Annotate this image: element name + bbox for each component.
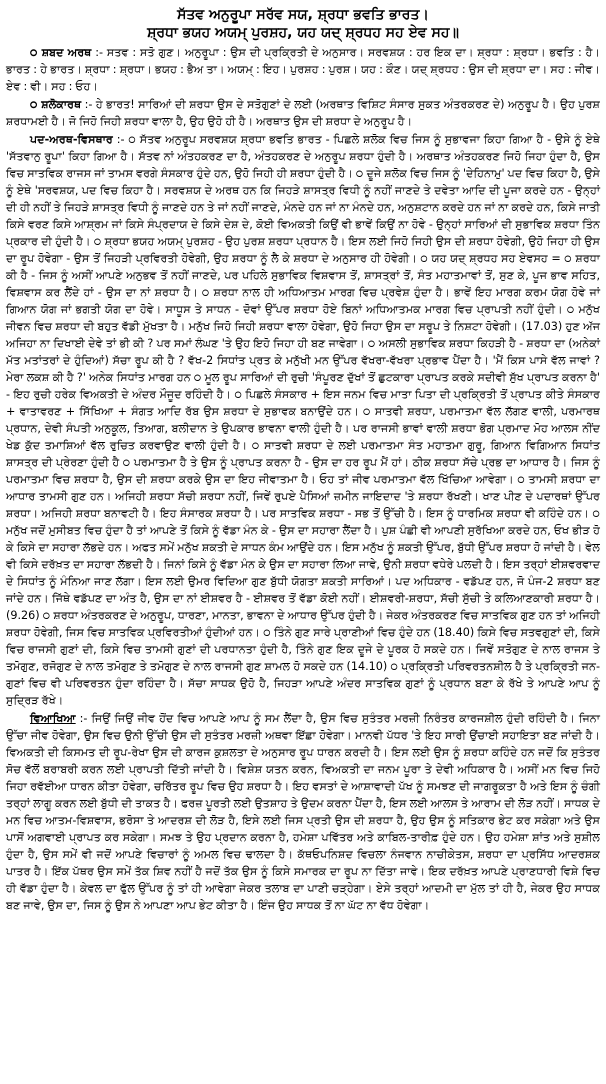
detailed-meaning-text: :- ੦ ਸੱਤਵ ਅਨੁਰੂਪ ਸਰਵਸ਼ਯ ਸ਼੍ਰਧਾ ਭਵਤਿ ਭਾਰਤ - ਪਿਛਲੇ ਸ਼ਲੋਕ ਵਿਚ ਜਿਸ ਨੂੰ ਸੁਭਾਵਜਾ ਕਿਹਾ ਗਿਆ ਹੈ - ਉਸੇ ਨੂੰ ਏਥੇ 'ਸੱਤਵਾਨੁ ਰੂਪਾ' ਕਿਹਾ ਗਿਆ ਹੈ। ਸੱਤਵ ਨਾਂ ਅੰਤਹਕਰਣ ਦਾ ਹੈ, ਅੰਤਹਕਰਣ ਦੇ ਅਨੁਰੂਪ ਸ਼ਰਧਾ ਹੁੰਦੀ ਹੈ। ਅਰਥਾਤ ਅੰਤਹਕਰਣ ਜਿਹੋ ਜਿਹਾ ਹੁੰਦਾ ਹੈ, ਉਸ ਵਿਚ ਸਾਤਵਿਕ ਰਾਜਸ ਜਾਂ ਤਾਮਸ ਵਰਗੇ ਸੰਸਕਾਰ ਹੁੰਦੇ ਹਨ, ਉਹੋ ਜਿਹੀ ਹੀ ਸ਼ਰਧਾ ਹੁੰਦੀ ਹੈ। ੦ ਦੂਜੇ ਸ਼ਲੋਕ ਵਿਚ ਜਿਸ ਨੂੰ 'ਦੇਹਿਨਾਮੁ' ਪਦ ਵਿਚ ਕਿਹਾ ਹੈ, ਉਸੇ ਨੂੰ ਏਥੇ 'ਸਰਵਸ਼ਯ, ਪਦ ਵਿਚ ਕਿਹਾ ਹੈ। ਸਰਵਸ਼ਯ ਦੇ ਅਰਥ ਹਨ ਕਿ ਜਿਹੜੇ ਸ਼ਾਸਤ੍ਰ ਵਿਧੀ ਨੂੰ ਨਹੀਂ ਜਾਣਦੇ ਤੇ ਦਵੇਤਾ ਆਦਿ ਦੀ ਪੂਜਾ ਕਰਦੇ ਹਨ - ਉਨ੍ਹਾਂ ਦੀ ਹੀ ਨਹੀਂ ਤੇ ਜਿਹੜੇ ਸ਼ਾਸਤ੍ਰ ਵਿਧੀ ਨੂੰ ਜਾਣਦੇ ਹਨ ਤੇ ਜਾਂ ਨਹੀਂ ਜਾਣਦੇ, ਮੰਨਦੇ ਹਨ ਜਾਂ ਨਾ ਮੰਨਦੇ ਹਨ, ਅਨੁਸ਼ਟਾਨ ਕਰਦੇ ਹਨ ਜਾਂ ਨਾ ਕਰਦੇ ਹਨ, ਕਿਸੇ ਜਾਤੀ ਕਿਸੇ ਵਰਣ ਕਿਸੇ ਆਸ਼੍ਰਮ ਜਾਂ ਕਿਸੇ ਸੰਪ੍ਰਦਾਯ ਦੇ ਕਿਸੇ ਦੇਸ਼ ਦੇ, ਕੋਈ ਵਿਅਕਤੀ ਕਿਉਂ ਵੀ ਭਾਵੇਂ ਕਿਉਂ ਨਾ ਹੋਵੇ - ਉਨ੍ਹਾਂ ਸਾਰਿਆਂ ਦੀ ਸੁਭਾਵਿਕ ਸ਼ਰਧਾ ਤਿੰਨ ਪ੍ਰਕਾਰ ਦੀ ਹੁੰਦੀ ਹੈ। ੦ ਸ਼੍ਰਧਾ ਭਯਹ ਅਯਮ੍ ਪੁਰਸ਼ਹ - ਉਹ ਪੁਰਸ਼ ਸ਼ਰਧਾ ਪ੍ਰਧਾਨ ਹੈ। ਇਸ ਲਈ ਜਿਹੋ ਜਿਹੀ ਉਸ ਦੀ ਸ਼ਰਧਾ ਹੋਵੇਗੀ, ਉਹੋ ਜਿਹਾ ਹੀ ਉਸ ਦਾ ਰੂਪ ਹੋਵੇਗਾ - ਉਸ ਤੋਂ ਜਿਹੜੀ ਪ੍ਰਵਿਰਤੀ ਹੋਵੇਗੀ, ਉਹ ਸ਼ਰਧਾ ਨੂੰ ਲੈ ਕੇ ਸ਼ਰਧਾ ਦੇ ਅਨੁਸਾਰ ਹੀ ਹੋਵੇਗੀ। ੦ ਯਹ ਯਦ੍ ਸ਼੍ਰਧਹ ਸਹ ਏਵਸਹ = ੦ ਸ਼ਰਧਾ ਕੀ ਹੈ - ਜਿਸ ਨੂੰ ਅਸੀਂ ਆਪਣੇ ਅਨੁਭਵ ਤੋਂ ਨਹੀਂ ਜਾਣਦੇ, ਪਰ ਪਹਿਲੇ ਸੁਭਾਵਿਕ ਵਿਸ਼ਵਾਸ ਤੋਂ, ਸ਼ਾਸਤ੍ਰਾਂ ਤੋਂ, ਸੰਤ ਮਹਾਤਮਾਵਾਂ ਤੋਂ, ਸੁਣ ਕੇ, ਪੂਜ ਭਾਵ ਸਹਿਤ, ਵਿਸ਼ਵਾਸ ਕਰ ਲੈਂਦੇ ਹਾਂ - ਉਸ ਦਾ ਨਾਂ ਸ਼ਰਧਾ ਹੈ। ੦ ਸ਼ਰਧਾ ਨਾਲ ਹੀ ਅਧਿਆਤਮ ਮਾਰਗ ਵਿਚ ਪ੍ਰਵੇਸ਼ ਹੁੰਦਾ ਹੈ। ਭਾਵੇਂ ਇਹ ਮਾਰਗ ਕਰਮ ਯੋਗ ਹੋਵੇ ਜਾਂ ਗਿਆਨ ਯੋਗ ਜਾਂ ਭਗਤੀ ਯੋਗ ਦਾ ਹੋਵੇ। ਸਾਧੂਸ ਤੇ ਸਾਧਨ - ਦੋਵਾਂ ਉੱਪਰ ਸ਼ਰਧਾ ਹੋਏ ਬਿਨਾਂ ਅਧਿਆਤਮਕ ਮਾਰਗ ਵਿਚ ਪ੍ਰਾਪਤੀ ਨਹੀਂ ਹੁੰਦੀ। ੦ ਮਨੁੱਖ ਜੀਵਨ ਵਿਚ ਸ਼ਰਧਾ ਦੀ ਬਹੁਤ ਵੱਡੀ ਮੁੱਖਤਾ ਹੈ। ਮਨੁੱਖ ਜਿਹੋ ਜਿਹੀ ਸ਼ਰਧਾ ਵਾਲਾ ਹੋਵੇਗਾ, ਉਹੋ ਜਿਹਾ ਉਸ ਦਾ ਸਰੂਪ ਤੇ ਨਿਸ਼ਟਾ ਹੋਵੇਗੀ। (17.03) ਹੁਣ ਅੱਜ ਅਜਿਹਾ ਨਾ ਦਿਖਾਈ ਦੇਵੇ ਤਾਂ ਭੀ ਕੀ ? ਪਰ ਸਮਾਂ ਲੰਘਣ 'ਤੇ ਉਹ ਇਹੋ ਜਿਹਾ ਹੀ ਬਣ ਜਾਵੇਗਾ। ੦ ਅਸਲੀ ਸੁਭਾਵਿਕ ਸ਼ਰਧਾ ਕਿਹੜੀ ਹੈ - ਸ਼ਰਧਾ ਦਾ (ਅਨੇਕਾਂ ਮੱਤ ਮਤਾਂਤਰਾਂ ਦੇ ਹੁੰਦਿਆਂ) ਸੱਚਾ ਰੂਪ ਕੀ ਹੈ ? ਵੱਖ-2 ਸਿਧਾਂਤ ਪ੍ਰਤ ਕੇ ਮਨੁੱਖੀ ਮਨ ਉੱਪਰ ਵੱਖਰਾ-ਵੱਖਰਾ ਪ੍ਰਭਾਵ ਪੈਂਦਾ ਹੈ। 'ਮੈਂ ਕਿਸ ਪਾਸੇ ਵੱਲ ਜਾਵਾਂ ? ਮੇਰਾ ਲਕਸ਼ ਕੀ ਹੈ ?' ਅਨੇਕ ਸਿਧਾਂਤ ਮਾਰਗ ਹਨ ੦ ਮੂਲ ਰੂਪ ਸਾਰਿਆਂ ਦੀ ਰੁਚੀ 'ਸੰਪੂਰਣ ਦੁੱਖਾਂ ਤੋਂ ਛੁਟਕਾਰਾ ਪ੍ਰਾਪਤ ਕਰਕੇ ਸਦੀਵੀ ਸੁੱਖ ਪ੍ਰਾਪਤ ਕਰਨਾ ਹੈ' - ਇਹ ਰੁਚੀ ਹਰੇਕ ਵਿਅਕਤੀ ਦੇ ਅੰਦਰ ਮੌਜੂਦ ਰਹਿੰਦੀ ਹੈ। ੦ ਪਿਛਲੇ ਸੰਸਕਾਰ + ਇਸ ਜਨਮ ਵਿਚ ਮਾਤਾ ਪਿਤਾ ਦੀ ਪ੍ਰਕ੍ਰਿਤੀ ਤੋਂ ਪ੍ਰਾਪਤ ਕੀਤੇ ਸੰਸਕਾਰ + ਵਾਤਾਵਰਣ + ਸਿੱਖਿਆ + ਸੰਗਤ ਆਦਿ ਰੱਬ ਉਸ ਸ਼ਰਧਾ ਦੇ ਸੁਭਾਵਕ ਬਨਾਉਂਦੇ ਹਨ। ੦ ਸਾਤਵੀ ਸ਼ਰਧਾ, ਪਰਮਾਤਮਾ ਵੱਲ ਲੱਗਣ ਵਾਲੀ, ਪਰਮਾਰਥ ਪ੍ਰਧਾਨ, ਦੇਵੀ ਸੰਪਤੀ ਅਨੁਕੂਲ, ਤਿਆਗ, ਬਲੀਦਾਨ ਤੇ ਉਪਕਾਰ ਭਾਵਨਾ ਵਾਲੀ ਹੁੰਦੀ ਹੈ। ਪਰ ਰਾਜਸੀ ਭਾਵਾਂ ਵਾਲੀ ਸ਼ਰਧਾ ਭੋਗ ਪ੍ਰਮਾਦ ਮੋਹ ਆਲਸ ਨੀਂਦ ਖੇਡ ਕੁੱਦ ਤਮਾਸ਼ਿਆਂ ਵੱਲ ਰੁਚਿਤ ਕਰਵਾਉਣ ਵਾਲੀ ਹੁੰਦੀ ਹੈ। ੦ ਸਾਤਵੀ ਸ਼ਰਧਾ ਦੇ ਲਈ ਪਰਮਾਤਮਾ ਸੰਤ ਮਹਾਤਮਾ ਗੁਰੂ, ਗਿਆਨ ਵਿਗਿਆਨ ਸਿਧਾਂਤ ਸ਼ਾਸਤ੍ਰ ਦੀ ਪ੍ਰੇਰਣਾ ਹੁੰਦੀ ਹੈ ੦ ਪਰਮਾਤਮਾ ਹੈ ਤੇ ਉਸ ਨੂੰ ਪ੍ਰਾਪਤ ਕਰਨਾ ਹੈ - ਉਸ ਦਾ ਹਰ ਰੂਪ ਮੈਂ ਹਾਂ। ਠੀਕ ਸ਼ਰਧਾ ਸੱਚੇ ਪ੍ਰਭ ਦਾ ਆਧਾਰ ਹੈ। ਜਿਸ ਨੂੰ ਪਰਮਾਤਮਾ ਵਿਚ ਸ਼ਰਧਾ ਹੈ, ਉਸ ਦੀ ਸ਼ਰਧਾ ਕਰਕੇ ਉਸ ਦਾ ਇਹ ਜੀਵਾਤਮਾ ਹੈ। ਓਹ ਤਾਂ ਜੀਵ ਪਰਮਾਤਮਾ ਵੱਲ ਖਿੱਚਿਆ ਆਵੇਗਾ। ੦ ਤਾਮਸੀ ਸ਼ਰਧਾ ਦਾ ਆਧਾਰ ਤਾਮਸੀ ਗੁਣ ਹਨ। ਅਜਿਹੀ ਸ਼ਰਧਾ ਸੱਚੀ ਸ਼ਰਧਾ ਨਹੀਂ, ਜਿਵੇਂ ਰੁਪਏ ਪੈਸਿਆਂ ਜ਼ਮੀਨ ਜਾਇਦਾਦ 'ਤੇ ਸ਼ਰਧਾ ਰੱਖਣੀ। ਖਾਣ ਪੀਣ ਦੇ ਪਦਾਰਥਾਂ ਉੱਪਰ ਸ਼ਰਧਾ। ਅਜਿਹੀ ਸ਼ਰਧਾ ਬਨਾਵਟੀ ਹੈ। ਇਹ ਸੰਸਾਰਕ ਸ਼ਰਧਾ ਹੈ। ਪਰ ਸਾਤਵਿਕ ਸ਼ਰਧਾ - ਸਭ ਤੋਂ ਉੱਚੀ ਹੈ। ਇਸ ਨੂੰ ਧਾਰਮਿਕ ਸ਼ਰਧਾ ਵੀ ਕਹਿੰਦੇ ਹਨ। ੦ ਮਨੁੱਖ ਜਦੋਂ ਮੁਸੀਬਤ ਵਿਚ ਹੁੰਦਾ ਹੈ ਤਾਂ ਆਪਣੇ ਤੋਂ ਕਿਸੇ ਨੂੰ ਵੱਡਾ ਮੰਨ ਕੇ - ਉਸ ਦਾ ਸਹਾਰਾ ਲੈਂਦਾ ਹੈ। ਪੁਸ਼ ਪੰਛੀ ਵੀ ਆਪਣੀ ਸੁਰੱਖਿਆ ਕਰਦੇ ਹਨ, ਓਖ ਭੀੜ ਹੋ ਕੇ ਕਿਸੇ ਦਾ ਸਹਾਰਾ ਲੱਭਦੇ ਹਨ। ਅਫਤ ਸਮੇਂ ਮਨੁੱਖ ਸ਼ਕਤੀ ਦੇ ਸਾਧਨ ਕੰਮ ਆਉਂਦੇ ਹਨ। ਇਸ ਮਨੁੱਖ ਨੂੰ ਸ਼ਕਤੀ ਉੱਪਰ, ਬੁੱਧੀ ਉੱਪਰ ਸ਼ਰਧਾ ਹੋ ਜਾਂਦੀ ਹੈ। ਵੇਲ ਵੀ ਕਿਸੇ ਦਰੱਖ਼ਤ ਦਾ ਸਹਾਰਾ ਲੱਭਦੀ ਹੈ। ਜਿਨਾਂ ਕਿਸੇ ਨੂੰ ਵੱਡਾ ਮੰਨ ਕੇ ਉਸ ਦਾ ਸਹਾਰਾ ਲਿਆ ਜਾਵੇ, ਉਨੀ ਸ਼ਰਧਾ ਵਧੇਰੇ ਪਲਦੀ ਹੈ। ਇਸ ਤਰ੍ਹਾਂ ਈਸ਼ਵਰਵਾਦ ਦੇ ਸਿਧਾਂਤ ਨੂੰ ਮੰਨਿਆ ਜਾਣ ਲੱਗਾ। ਇਸ ਲਈ ਉਮਰ ਵਿਦਿਆ ਗੁਣ ਬੁੱਧੀ ਯੋਗਤਾ ਸ਼ਕਤੀ ਸਾਰਿਆਂ। ਪਦ ਅਧਿਕਾਰ - ਵਡੱਪਣ ਹਨ, ਜੋ ਪੰਜ-2 ਸ਼ਰਧਾ ਬਣ ਜਾਂਦੇ ਹਨ। ਜਿੱਥੇ ਵਡੱਪਣ ਦਾ ਅੰਤ ਹੈ, ਉਸ ਦਾ ਨਾਂ ਈਸ਼ਵਰ ਹੈ - ਈਸ਼ਵਰ ਤੋਂ ਵੱਡਾ ਕੋਈ ਨਹੀਂ। ਈਸ਼ਵਰੀ-ਸ਼ਰਧਾ, ਸੱਚੀ ਸੁੱਚੀ ਤੇ ਕਲਿਆਣਕਾਰੀ ਸ਼ਰਧਾ ਹੈ। (9.26) ੦ ਸ਼ਰਧਾ ਅੰਤਰਕਰਣ ਦੇ ਅਨੁਰੂਪ, ਧਾਰਣਾ, ਮਾਨਤਾ, ਭਾਵਨਾ ਦੇ ਆਧਾਰ ਉੱਪਰ ਹੁੰਦੀ ਹੈ। ਜੇਕਰ ਅੰਤਰਕਰਣ ਵਿਚ ਸਾਤਵਿਕ ਗੁਣ ਹਨ ਤਾਂ ਅਜਿਹੀ ਸ਼ਰਧਾ ਹੋਵੇਗੀ, ਜਿਸ ਵਿਚ ਸਾਤਵਿਕ ਪ੍ਰਵਿਰਤੀਆਂ ਹੁੰਦੀਆਂ ਹਨ। ੦ ਤਿੰਨੇ ਗੁਣ ਸਾਰੇ ਪ੍ਰਾਣੀਆਂ ਵਿਚ ਹੁੰਦੇ ਹਨ (18.40) ਕਿਸੇ ਵਿਚ ਸਤਵਗੁਣਾਂ ਦੀ, ਕਿਸੇ ਵਿਚ ਰਾਜਸੀ ਗੁਣਾਂ ਦੀ, ਕਿਸੇ ਵਿਚ ਤਾਮਸੀ ਗੁਣਾਂ ਦੀ ਪਰਧਾਨਤਾ ਹੁੰਦੀ ਹੈ, ਤਿੰਨੇ ਗੁਣ ਇਕ ਦੂਜੇ ਦੇ ਪੂਰਕ ਹੋ ਸਕਦੇ ਹਨ। ਜਿਵੇਂ ਸਤੋਗੁਣ ਦੇ ਨਾਲ ਰਾਜਸ ਤੇ ਤਮੋਗੁਣ, ਰਜੋਗੁਣ ਦੇ ਨਾਲ ਤਮੋਗੁਣ ਤੇ ਤਮੋਗੁਣ ਦੇ ਨਾਲ ਰਾਜਸੀ ਗੁਣ ਸ਼ਾਮਲ ਹੋ ਸਕਦੇ ਹਨ (14.10) ੦ ਪ੍ਰਕ੍ਰਿਤੀ ਪਰਿਵਰਤਨਸ਼ੀਲ ਹੈ ਤੇ ਪ੍ਰਕ੍ਰਿਤੀ ਜਨ-ਗੁਣਾਂ ਵਿਚ ਵੀ ਪਰਿਵਰਤਨ ਹੁੰਦਾ ਰਹਿੰਦਾ ਹੈ। ਸੱਚਾ ਸਾਧਕ ਉਹੋ ਹੈ, ਜਿਹੜਾ ਆਪਣੇ ਅੰਦਰ ਸਾਤਵਿਕ ਗੁਣਾਂ ਨੂੰ ਪ੍ਰਧਾਨ ਬਣਾ ਕੇ ਰੱਖੇ ਤੇ ਆਪਣੇ ਆਪ ਨੂੰ ਸੁਦ੍ਰਿੜ ਰੱਖੇ। <box>6 133 600 707</box>
commentary-text: :- ਜਿਉਂ ਜਿਉਂ ਜੀਵ ਹੋਂਦ ਵਿਚ ਆਪਣੇ ਆਪ ਨੂੰ ਸਮ ਲੈਂਦਾ ਹੈ, ਉਸ ਵਿਚ ਸੁਤੰਤਰ ਮਰਜ਼ੀ ਨਿਰੰਤਰ ਕਾਰਜਸ਼ੀਲ ਹੁੰਦੀ ਰਹਿੰਦੀ ਹੈ। ਜਿਨਾ ਉੱਚਾ ਜੀਵ ਹੋਵੇਗਾ, ਉਸ ਵਿਚ ਉਨੀ ਉੱਚੀ ਉਸ ਦੀ ਸੁਤੰਤਰ ਮਰਜ਼ੀ ਅਥਵਾ ਇੱਛਾ ਹੋਵੇਗਾ। ਮਾਨਵੀ ਪੱਧਰ 'ਤੇ ਇਹ ਸਾਰੀ ਉਂਚਾਈ ਸਹਾਇਤਾ ਬਣ ਜਾਂਦੀ ਹੈ। ਵਿਅਕਤੀ ਦੀ ਕਿਸਮਤ ਦੀ ਰੂਪ-ਰੇਖਾ ਉਸ ਦੀ ਕਾਰਜ ਕੁਸ਼ਲਤਾ ਦੇ ਅਨੁਸਾਰ ਰੂਪ ਧਾਰਨ ਕਰਦੀ ਹੈ। ਇਸ ਲਈ ਉਸ ਨੂੰ ਸ਼ਰਧਾ ਕਹਿੰਦੇ ਹਨ ਜਦੋਂ ਕਿ ਸੁਤੰਤਰ ਸੋਚ ਵੱਲੋਂ ਬਰਾਬਰੀ ਕਰਨ ਲਈ ਪ੍ਰਾਪਤੀ ਦਿੱਤੀ ਜਾਂਦੀ ਹੈ। ਵਿਸ਼ੇਸ਼ ਯਤਨ ਕਰਨ, ਵਿਅਕਤੀ ਦਾ ਜਨਮ ਪੂਰਾ ਤੇ ਦੇਵੀ ਅਧਿਕਾਰ ਹੈ। ਅਸੀਂ ਮਨ ਵਿਚ ਜਿਹੋ ਜਿਹਾ ਰਵੱਈਆ ਧਾਰਨ ਕੀਤਾ ਹੋਵੇਗਾ, ਚਰਿੱਤਰ ਰੂਪ ਵਿਚ ਉਹ ਸ਼ਰਧਾ ਹੈ। ਇਹ ਵਸਤਾਂ ਦੇ ਆਸ਼ਾਵਾਦੀ ਪੱਖ ਨੂੰ ਸਮਝਣ ਦੀ ਜਾਗਰੂਕਤਾ ਹੈ ਅਤੇ ਇਸ ਨੂੰ ਚੰਗੀ ਤਰ੍ਹਾਂ ਲਾਗੂ ਕਰਨ ਲਈ ਬੁੱਧੀ ਦੀ ਤਾਕਤ ਹੈ। ਫਰਜ਼ ਪੂਰਤੀ ਲਈ ਉਤਸ਼ਾਹ ਤੇ ਉਦਮ ਕਰਨਾ ਪੈਂਦਾ ਹੈ, ਇਸ ਲਈ ਆਲਸ ਤੇ ਆਰਾਮ ਦੀ ਲੋੜ ਨਹੀਂ। ਸਾਧਕ ਦੇ ਮਨ ਵਿਚ ਆਤਮ-ਵਿਸ਼ਵਾਸ, ਭਰੋਸਾ ਤੇ ਆਦਰਸ਼ ਦੀ ਲੋੜ ਹੈ, ਇਸੇ ਲਈ ਜਿਸ ਪ੍ਰਤੀ ਉਸ ਦੀ ਸ਼ਰਧਾ ਹੈ, ਉਹ ਉਸ ਨੂੰ ਸਤਿਕਾਰ ਭੇਟ ਕਰ ਸਕੇਗਾ ਅਤੇ ਉਸ ਪਾਸੋਂ ਅਗਵਾਈ ਪ੍ਰਾਪਤ ਕਰ ਸਕੇਗਾ। ਸਮਝ ਤੇ ਉਹ ਪ੍ਰਦਾਨ ਕਰਨਾ ਹੈ, ਹਮੇਸ਼ਾ ਪਵਿੱਤਰ ਅਤੇ ਕਾਬਿਲ-ਤਾਰੀਫ਼ ਹੁੰਦੇ ਹਨ। ਉਹ ਹਮੇਸ਼ਾ ਸ਼ਾਂਤ ਅਤੇ ਸੁਸ਼ੀਲ ਹੁੰਦਾ ਹੈ, ਉਸ ਸਮੇਂ ਵੀ ਜਦੋਂ ਆਪਣੇ ਵਿਚਾਰਾਂ ਨੂੰ ਅਮਲ ਵਿਚ ਢਾਲਦਾ ਹੈ। ਕੱਥਓਪਨਿਸ਼ਦ ਵਿਚਲਾ ਨੰਜਵਾਨ ਨਾਚੀਕੇਤਸ, ਸ਼ਰਧਾ ਦਾ ਪ੍ਰਸਿੱਧ ਆਦਰਸ਼ਕ ਪਾਤਰ ਹੈ। ਇੱਕ ਪੱਥਰ ਉਸ ਸਮੇਂ ਤੱਕ ਸ਼ਿਵ ਨਹੀਂ ਹੈ ਜਦੋਂ ਤੱਕ ਉਸ ਨੂੰ ਕਿਸੇ ਸਮਾਰਕ ਦਾ ਰੂਪ ਨਾ ਦਿੱਤਾ ਜਾਵੇ। ਇਕ ਦਰੱਖ਼ਤ ਆਪਣੇ ਪ੍ਰਾਣਧਾਰੀ ਵਿਸ਼ੇ ਵਿਚ ਹੀ ਵੱਡਾ ਹੁੰਦਾ ਹੈ। ਕੇਵਲ ਦਾ ਫੁੱਲ ਉੱਪਰ ਨੂੰ ਤਾਂ ਹੀ ਆਵੇਗਾ ਜੇਕਰ ਤਲਾਬ ਦਾ ਪਾਣੀ ਚੜ੍ਹੇਗਾ। ਏਸੇ ਤਰ੍ਹਾਂ ਆਦਮੀ ਦਾ ਮੁੱਲ ਤਾਂ ਹੀ ਹੈ, ਜੇਕਰ ਉਹ ਸਾਧਕ ਬਣ ਜਾਵੇ, ਉਸ ਦਾ, ਜਿਸ ਨੂੰ ਉਸ ਨੇ ਆਪਣਾ ਆਪ ਭੇਟ ਕੀਤਾ ਹੈ। ਇੰਜ ਉਹ ਸਾਧਕ ਤੋਂ ਨਾ ਘੱਟ ਨਾ ਵੱਧ ਹੋਵੇਗਾ। <box>6 712 600 912</box>
word-meaning-text: :- ਸਤਵ : ਸਤੋ ਗੁਣ। ਅਨੁਰੂਪਾ : ਉਸ ਦੀ ਪ੍ਰਕ੍ਰਿਤੀ ਦੇ ਅਨੁਸਾਰ। ਸਰਵਸ਼ਯ : ਹਰ ਇਕ ਦਾ। ਸ਼੍ਰਧਾ : ਸ਼੍ਰਧਾ। ਭਵਤਿ : ਹੈ। ਭਾਰਤ : ਹੇ ਭਾਰਤ। ਸ਼੍ਰਧਾ : ਸ਼੍ਰਧਾ। ਭਯਹ : ਭੈਅ ਤਾ। ਅਯਮ੍ : ਇਹ। ਪੁਰਸ਼ਹ : ਪੁਰਸ਼। ਯਹ : ਕੌਣ। ਯਦ੍ ਸ਼੍ਰਧਹ : ਉਸ ਦੀ ਸ਼੍ਰਧਾ ਦਾ। ਸਹ : ਜੀਵ। ਏਵ : ਵੀ। ਸਹ : ਓਹ। <box>6 46 601 93</box>
word-meaning-label: ੦ ਸ਼ਬਦ ਅਰਥ <box>30 46 92 59</box>
verse-meaning-label: ੦ ਸ਼ਲੋਕਾਰਥ <box>30 98 82 111</box>
verse-meaning-section <box>6 96 600 130</box>
detailed-meaning-label: ਪਦ-ਅਰਥ-ਵਿਸਥਾਰ <box>30 133 113 146</box>
commentary-section <box>6 710 600 914</box>
verse-meaning-text: :- ਹੇ ਭਾਰਤ! ਸਾਰਿਆਂ ਦੀ ਸ਼ਰਧਾ ਉਸ ਦੇ ਸਤੋਗੁਣਾਂ ਦੇ ਲਈ (ਅਰਥਾਤ ਵਿਸ਼ਿਟ ਸੰਸਾਰ ਸੁਕਤ ਅੰਤਰਕਰਣ ਦੇ) ਅਨੁਰੂਪ ਹੈ। ਉਹ ਪੁਰਸ਼ ਸ਼ਰਧਾਮਈ ਹੈ। ਜੋ ਜਿਹੋ ਜਿਹੀ ਸ਼ਰਧਾ ਵਾਲਾ ਹੈ, ਉਹ ਉਹੋ ਹੀ ਹੈ। ਅਰਥਾਤ ਉਸ ਦੀ ਸ਼ਰਧਾ ਦੇ ਅਨੁਰੂਪ ਹੈ। <box>6 98 600 128</box>
verse-line-1: ਸੱਤਵ ਅਨੁਰੂਪਾ ਸਰੱਵ ਸਯ, ਸ਼੍ਰਧਾ ਭਵਤਿ ਭਾਰਤ। <box>177 7 429 23</box>
commentary-label: ਵਿਆਖਿਆ <box>30 712 76 725</box>
detailed-meaning-section <box>6 131 600 709</box>
verse-line-2: ਸ਼੍ਰਧਾ ਭਯਹ ਅਯਮ੍ ਪੁਰਸ਼ਹ, ਯਹ ਯਦ੍ ਸ਼੍ਰਧਹ ਸਹ ਏਵ ਸਹ॥ <box>147 25 459 41</box>
verse-header <box>6 6 600 42</box>
word-meaning-section <box>6 44 600 95</box>
